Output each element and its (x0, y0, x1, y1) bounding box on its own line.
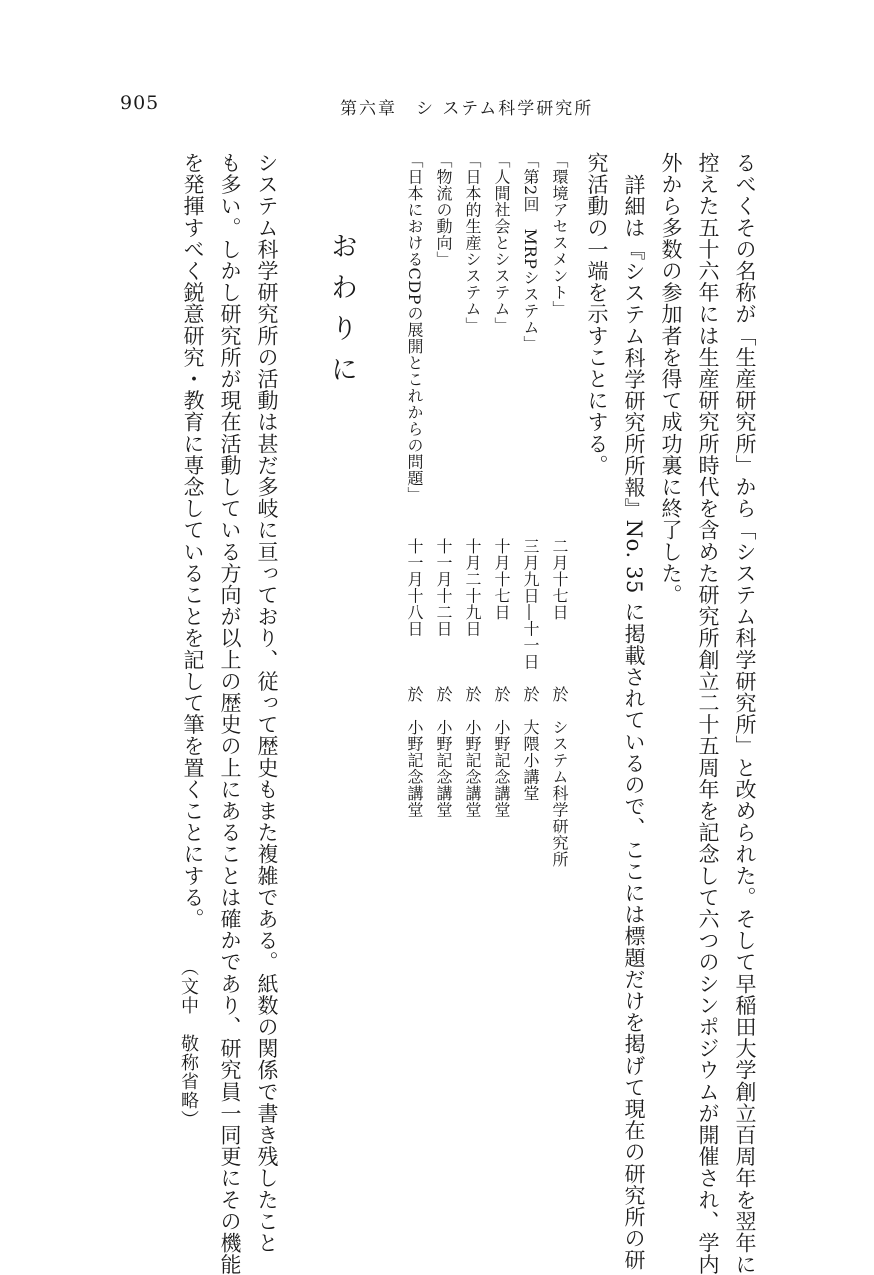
symposium-date: 二月十七日 (550, 538, 569, 621)
body-line: るべくその名称が「生産研究所」から「システム科学研究所」と改められた。そして早稲田大学創立百周年を翌年に (733, 152, 757, 1275)
body-line: 究活動の一端を示すことにする。 (585, 152, 609, 476)
symposium-title: 「人間社会とシステム」 (492, 152, 511, 334)
symposium-title: 「物流の動向」 (434, 152, 453, 268)
symposium-title: 「環境アセスメント」 (550, 152, 569, 317)
closing-line: システム科学研究所の活動は甚だ多岐に亘っており、従って歴史もまた複雑である。紙数の関係で書き残したこと (255, 152, 279, 1254)
symposium-date: 十月十七日 (492, 538, 511, 621)
symposium-date: 十一月十二日 (434, 538, 453, 637)
symposium-venue: 於 小野記念講堂 (405, 686, 424, 818)
symposium-venue: 於 システム科学研究所 (550, 686, 569, 868)
closing-note: （文中 敬称省略） (178, 958, 199, 1129)
running-header: 第六章 シ ステム科学研究所 (340, 99, 594, 119)
symposium-venue: 於 小野記念講堂 (434, 686, 453, 818)
body-line: 控えた五十六年には生産研究所時代を含めた研究所創立二十五周年を記念して六つのシンポジウムが開催され、学内 (696, 152, 720, 1275)
symposium-venue: 於 小野記念講堂 (492, 686, 511, 818)
body-line: 外から多数の参加者を得て成功裏に終了した。 (659, 152, 683, 606)
body-line: 詳細は『システム科学研究所所報』No. 35 に掲載されているので、ここには標題だけを掲げて現在の研究所の研 (622, 174, 646, 1271)
symposium-title: 「日本的生産システム」 (463, 152, 482, 334)
closing-line: を発揮すべく鋭意研究・教育に専念していることを記して筆を置くことにする。 (181, 152, 205, 930)
page-number: 905 (120, 92, 160, 114)
closing-line: も多い。しかし研究所が現在活動している方向が以上の歴史の上にあることは確かであり、研究員一同更にその機能 (218, 152, 242, 1275)
symposium-venue: 於 大隈小講堂 (521, 686, 540, 802)
symposium-date: 十月二十九日 (463, 538, 482, 637)
symposium-date: 十一月十八日 (405, 538, 424, 637)
symposium-date: 三月九日―十一日 (521, 538, 540, 670)
symposium-title: 「第2回 MRPシステム」 (521, 152, 540, 352)
section-heading: おわりに (326, 232, 357, 396)
symposium-venue: 於 小野記念講堂 (463, 686, 482, 818)
symposium-title: 「日本におけるCDPの展開とこれからの問題」 (405, 152, 424, 503)
